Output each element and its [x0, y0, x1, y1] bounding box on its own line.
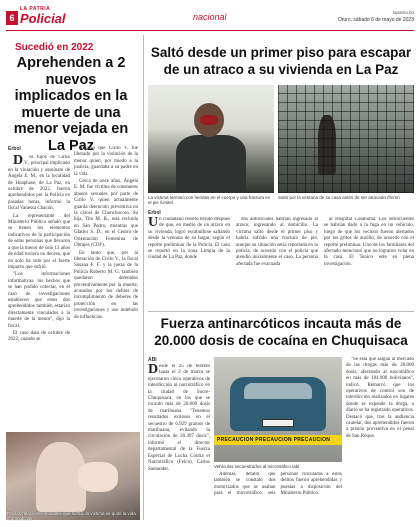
- paragraph: D os hijos de Cirilo V., principal implicado en la violación y asesinato de Ángela E. M., en la localidad de Huaphase, de La Paz, en octubre de 2022, fueron aprehendidos por la Policía en pasadas horas, informó la fiscal Vanessa Chacón.: [8, 155, 70, 212]
- paragraph: al Hospital Cotahuma. Los delincuentes se habrían dado a la fuga en un vehículo, luego de que los vecinos fueron alertados por los gritos de auxilio, de acuerdo con el reporte preliminar. Uno de los familiares del afectado mencionó que no lograron volar en la casa. El Tenico este en plena investigación.: [324, 217, 414, 267]
- caution-tape: PRECAUCION PRECAUCION PRECAUCION: [214, 435, 342, 445]
- top-story-byline: Erbol: [148, 210, 161, 216]
- top-story-photo-victim: [148, 85, 274, 193]
- paragraph: dos antisociales habrían ingresado al atraco, ingresando al domicilio. La víctima saltó desde el primer piso y habría sufrido una fractura de pie, aunque su situación sería reportada en la policía, de acuerdo con el policía que atendió inicialmente el caso. La persona afectada fue evacuada: [236, 217, 318, 267]
- site-url: lapatria.bo: [392, 10, 414, 15]
- bottom-story-photo-caption: Vehículos secuestrados al microtráfico /abi: [214, 464, 300, 469]
- bottom-story-column-2: [214, 472, 342, 522]
- top-story-column-3: [324, 217, 414, 309]
- photo-license-plate: [262, 419, 294, 427]
- paragraph: Cerca de once años, Ángela E. M. fue víctima de constantes abusos sexuales por parte de Cirilo V. quien actualmente guarda detención preventiva en la cárcel de Chonchocoro. Su hija, Tita M. B., está recluida en San Pedro, mientras que Gladys S. D., en el Centro de Orientación Femenina de Obrajes (COF).: [74, 179, 138, 249]
- paragraph: conoció que Cirilo V. fue liberado por la violación de la menor quien, por miedo a la justicia, guardaba a su padre en la vida.: [74, 146, 138, 177]
- paragraph: Desde el 25 de febrero hasta el 2 de marzo se ejecutaron cinco operativos de interdicción al narcotráfico en la ciudad de Sucre-Chuquisaca, en los que se incautó más de 20.000 dosis de marihuana. "Tenemos resultados exitosos en el secuestro de 6.929 gramos de marihuana, evitando la circulación de 20.497 dosis", informó el director departamental de la Fuerza Especial de Lucha Contra el Narcotráfico (Felcn), Carlos Santander.: [148, 364, 210, 472]
- top-story-caption-b: Saltó por la ventana de su casa antes de ser atracado /fmmn: [278, 195, 400, 200]
- column-divider: [143, 35, 144, 520]
- paragraph: El caso data de octubre de 2022, cuando se: [8, 330, 70, 343]
- drop-cap: D: [148, 364, 159, 377]
- bottom-story-headline: Fuerza antinarcóticos incauta más de 20.000 dosis de cocaína en Chuquisaca: [154, 316, 408, 348]
- left-story-column-2: [74, 146, 138, 429]
- paragraph: Además, detalló que también se constató dos motorizados que se usaban para el microtráfico, seis personas vinculadas a estos delitos fueron aprehendidas y puestas a disposición del Ministerio Público.: [214, 472, 342, 497]
- left-story-kicker: Sucedió en 2022: [15, 42, 94, 53]
- header-rule: [6, 30, 414, 31]
- left-story-column-1: [8, 155, 70, 429]
- page-header: [0, 0, 420, 32]
- photo-injury: [200, 115, 218, 125]
- window-grid: [278, 85, 414, 193]
- top-story-headline: Saltó desde un primer piso para escapar de un atraco a su vivienda en La Paz: [150, 45, 412, 77]
- drop-cap: D: [13, 155, 24, 168]
- top-story-photo-window: [278, 85, 414, 193]
- paragraph: Un ciudadano resultó herido después de que, en medio de un atraco en su vivienda, logró escabullirse saltando desde la ventana de su hogar, según el reporte preliminar de la Policía. El caso se reportó en la zona Limpia de la ciudad de La Paz, donde: [148, 217, 230, 261]
- paragraph: En tanto que, por la liberación de Cirilo V., la fiscal Susana F. F. y la jueza de la Policía Roberto M. G. también quedaron detenidos preventivamente por la muerte, acusados por los delitos de incumplimiento de deberes de protección en las investigaciones y uso indebido de influencias.: [74, 250, 138, 320]
- photo-car-window: [244, 383, 312, 399]
- left-story-photo: [6, 432, 140, 520]
- drop-cap: U: [148, 217, 159, 230]
- left-story-photo-caption: Por las relaciones sexuales que sufría, la víctima se quitó la vida /fmmnoticias: [7, 511, 136, 521]
- section-name: nacional: [193, 12, 227, 22]
- bottom-story-column-3: [346, 357, 414, 522]
- top-story-caption-a: La víctima terminó con heridas en el cuerpo y una fractura en el pie /Unitel: [148, 195, 271, 206]
- photo-body: [176, 135, 246, 193]
- bottom-story-column-1: [148, 364, 210, 522]
- newspaper-logo: [20, 6, 70, 30]
- photo-hand: [78, 462, 118, 492]
- page-number: 6: [6, 11, 18, 25]
- issue-date: Oruro, sábado 6 de mayo de 2023: [337, 17, 414, 23]
- logo-section: Policial: [20, 11, 66, 26]
- top-story-column-1: [148, 217, 230, 309]
- paragraph: "Los informaciones informativas, los hechos que se han podido colectar, en el caso de investigaciones establecen que estos dos aprehendidos también estarían directamente vinculados a la muerte de la menor", dijo la fiscal.: [8, 272, 70, 329]
- logo-top: LA PATRIA: [20, 6, 51, 12]
- paragraph: "Se está que salgan al mercado de las drogas más de 20.000 dosis, afectando al narcotráfico en más de 184.900 bolivianos", indicó. Remarcó que los operativos de control son de interdicción realizados en lugares donde se expende la droga, a diario se ha registrado operativos. Destacó que, tras la audiencia cautelar, dos aprehendidos fueron a prisión preventiva en el penal de San Roque.: [346, 357, 414, 439]
- bottom-story-byline: ABI: [148, 357, 157, 363]
- top-story-column-2: [236, 217, 318, 309]
- left-story-byline: Erbol: [8, 146, 21, 152]
- paragraph: La representante del Ministerio Público señaló que se tienen los elementos indicativos de la participación de estas personas que llevaron a que la menor de solo 13 años de edad tuviera un deceso, que no solo ha sido por el fuerte impacto que sufrió.: [8, 213, 70, 270]
- story-divider: [148, 311, 414, 312]
- left-story-headline: Aprehenden a 2 nuevos implicados en la muerte de una menor vejada en La Paz: [13, 55, 129, 154]
- bottom-story-photo-vehicles: [214, 357, 342, 462]
